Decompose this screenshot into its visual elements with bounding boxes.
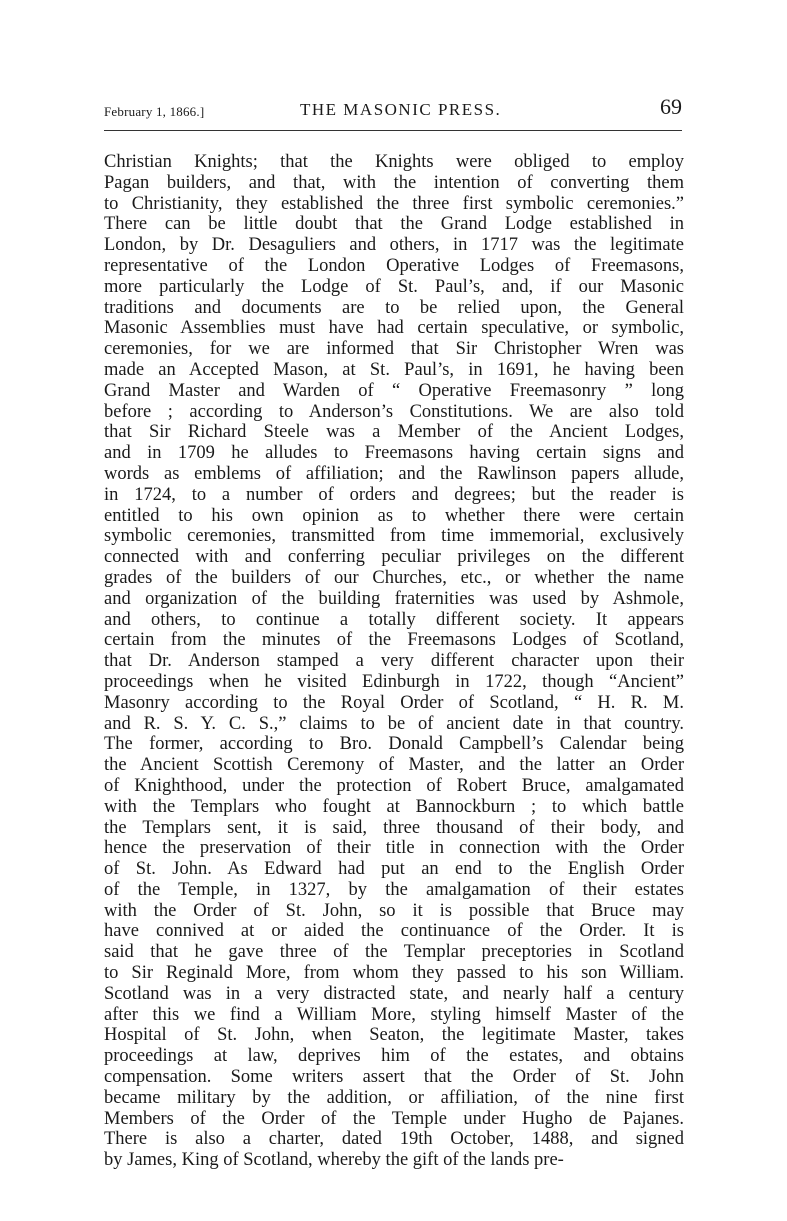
text-line: Pagan builders, and that, with the intention of converting them: [104, 172, 684, 193]
text-line: of the Temple, in 1327, by the amalgamation of their estates: [104, 879, 684, 900]
text-line: entitled to his own opinion as to whether there were certain: [104, 505, 684, 526]
text-line: Masonry according to the Royal Order of Scotland, “ H. R. M.: [104, 692, 684, 713]
text-line: and in 1709 he alludes to Freemasons having certain signs and: [104, 443, 684, 464]
text-line: after this we find a William More, styling himself Master of the: [104, 1004, 684, 1025]
text-line: of St. John. As Edward had put an end to the English Order: [104, 859, 684, 880]
running-header: [104, 78, 684, 118]
text-line: There can be little doubt that the Grand Lodge established in: [104, 214, 684, 235]
text-line: became military by the addition, or affiliation, of the nine first: [104, 1087, 684, 1108]
text-line: Hospital of St. John, when Seaton, the legitimate Master, takes: [104, 1025, 684, 1046]
text-line: with the Order of St. John, so it is possible that Bruce may: [104, 900, 684, 921]
text-line: grades of the builders of our Churches, etc., or whether the name: [104, 567, 684, 588]
text-line: have connived at or aided the continuance of the Order. It is: [104, 921, 684, 942]
text-line: by James, King of Scotland, whereby the gift of the lands pre-: [104, 1150, 564, 1171]
body-text: [104, 152, 684, 1171]
text-line: before ; according to Anderson’s Constitutions. We are also told: [104, 401, 684, 422]
text-line: more particularly the Lodge of St. Paul’s, and, if our Masonic: [104, 276, 684, 297]
page-number: 69: [660, 94, 682, 119]
text-line: compensation. Some writers assert that the Order of St. John: [104, 1067, 684, 1088]
text-line: with the Templars who fought at Bannockburn ; to which battle: [104, 796, 684, 817]
text-line: the Ancient Scottish Ceremony of Master, and the latter an Order: [104, 755, 684, 776]
text-line: connected with and conferring peculiar privileges on the different: [104, 547, 684, 568]
text-line: London, by Dr. Desaguliers and others, in 1717 was the legitimate: [104, 235, 684, 256]
text-line: of Knighthood, under the protection of Robert Bruce, amalgamated: [104, 775, 684, 796]
text-line: words as emblems of affiliation; and the Rawlinson papers allude,: [104, 463, 684, 484]
text-line: to Sir Reginald More, from whom they passed to his son William.: [104, 963, 684, 984]
text-line: proceedings when he visited Edinburgh in 1722, though “Ancient”: [104, 671, 684, 692]
text-line: and R. S. Y. C. S.,” claims to be of ancient date in that country.: [104, 713, 684, 734]
text-line: and others, to continue a totally different society. It appears: [104, 609, 684, 630]
text-line: traditions and documents are to be relied upon, the General: [104, 297, 684, 318]
text-line: the Templars sent, it is said, three thousand of their body, and: [104, 817, 684, 838]
text-line: The former, according to Bro. Donald Campbell’s Calendar being: [104, 734, 684, 755]
text-line: said that he gave three of the Templar preceptories in Scotland: [104, 942, 684, 963]
text-line: that Dr. Anderson stamped a very different character upon their: [104, 651, 684, 672]
text-line: to Christianity, they established the three first symbolic ceremonies.”: [104, 193, 684, 214]
text-line: and organization of the building fraternities was used by Ashmole,: [104, 588, 684, 609]
text-line: Masonic Assemblies must have had certain speculative, or symbolic,: [104, 318, 684, 339]
text-line: that Sir Richard Steele was a Member of the Ancient Lodges,: [104, 422, 684, 443]
text-line: hence the preservation of their title in connection with the Order: [104, 838, 684, 859]
text-line: There is also a charter, dated 19th October, 1488, and signed: [104, 1129, 684, 1150]
text-line: ceremonies, for we are informed that Sir Christopher Wren was: [104, 339, 684, 360]
text-line: Members of the Order of the Temple under Hugho de Pajanes.: [104, 1108, 684, 1129]
text-line: symbolic ceremonies, transmitted from time immemorial, exclusively: [104, 526, 684, 547]
text-line: Scotland was in a very distracted state, and nearly half a century: [104, 983, 684, 1004]
publication-title: THE MASONIC PRESS.: [300, 100, 502, 119]
text-line: proceedings at law, deprives him of the estates, and obtains: [104, 1046, 684, 1067]
text-line: Grand Master and Warden of “ Operative Freemasonry ” long: [104, 380, 684, 401]
text-line: made an Accepted Mason, at St. Paul’s, in 1691, he having been: [104, 359, 684, 380]
text-line: representative of the London Operative Lodges of Freemasons,: [104, 255, 684, 276]
header-rule: [104, 130, 682, 131]
text-line: certain from the minutes of the Freemasons Lodges of Scotland,: [104, 630, 684, 651]
header-date: February 1, 1866.]: [104, 104, 205, 119]
text-line: in 1724, to a number of orders and degrees; but the reader is: [104, 484, 684, 505]
text-line: Christian Knights; that the Knights were obliged to employ: [104, 152, 684, 172]
